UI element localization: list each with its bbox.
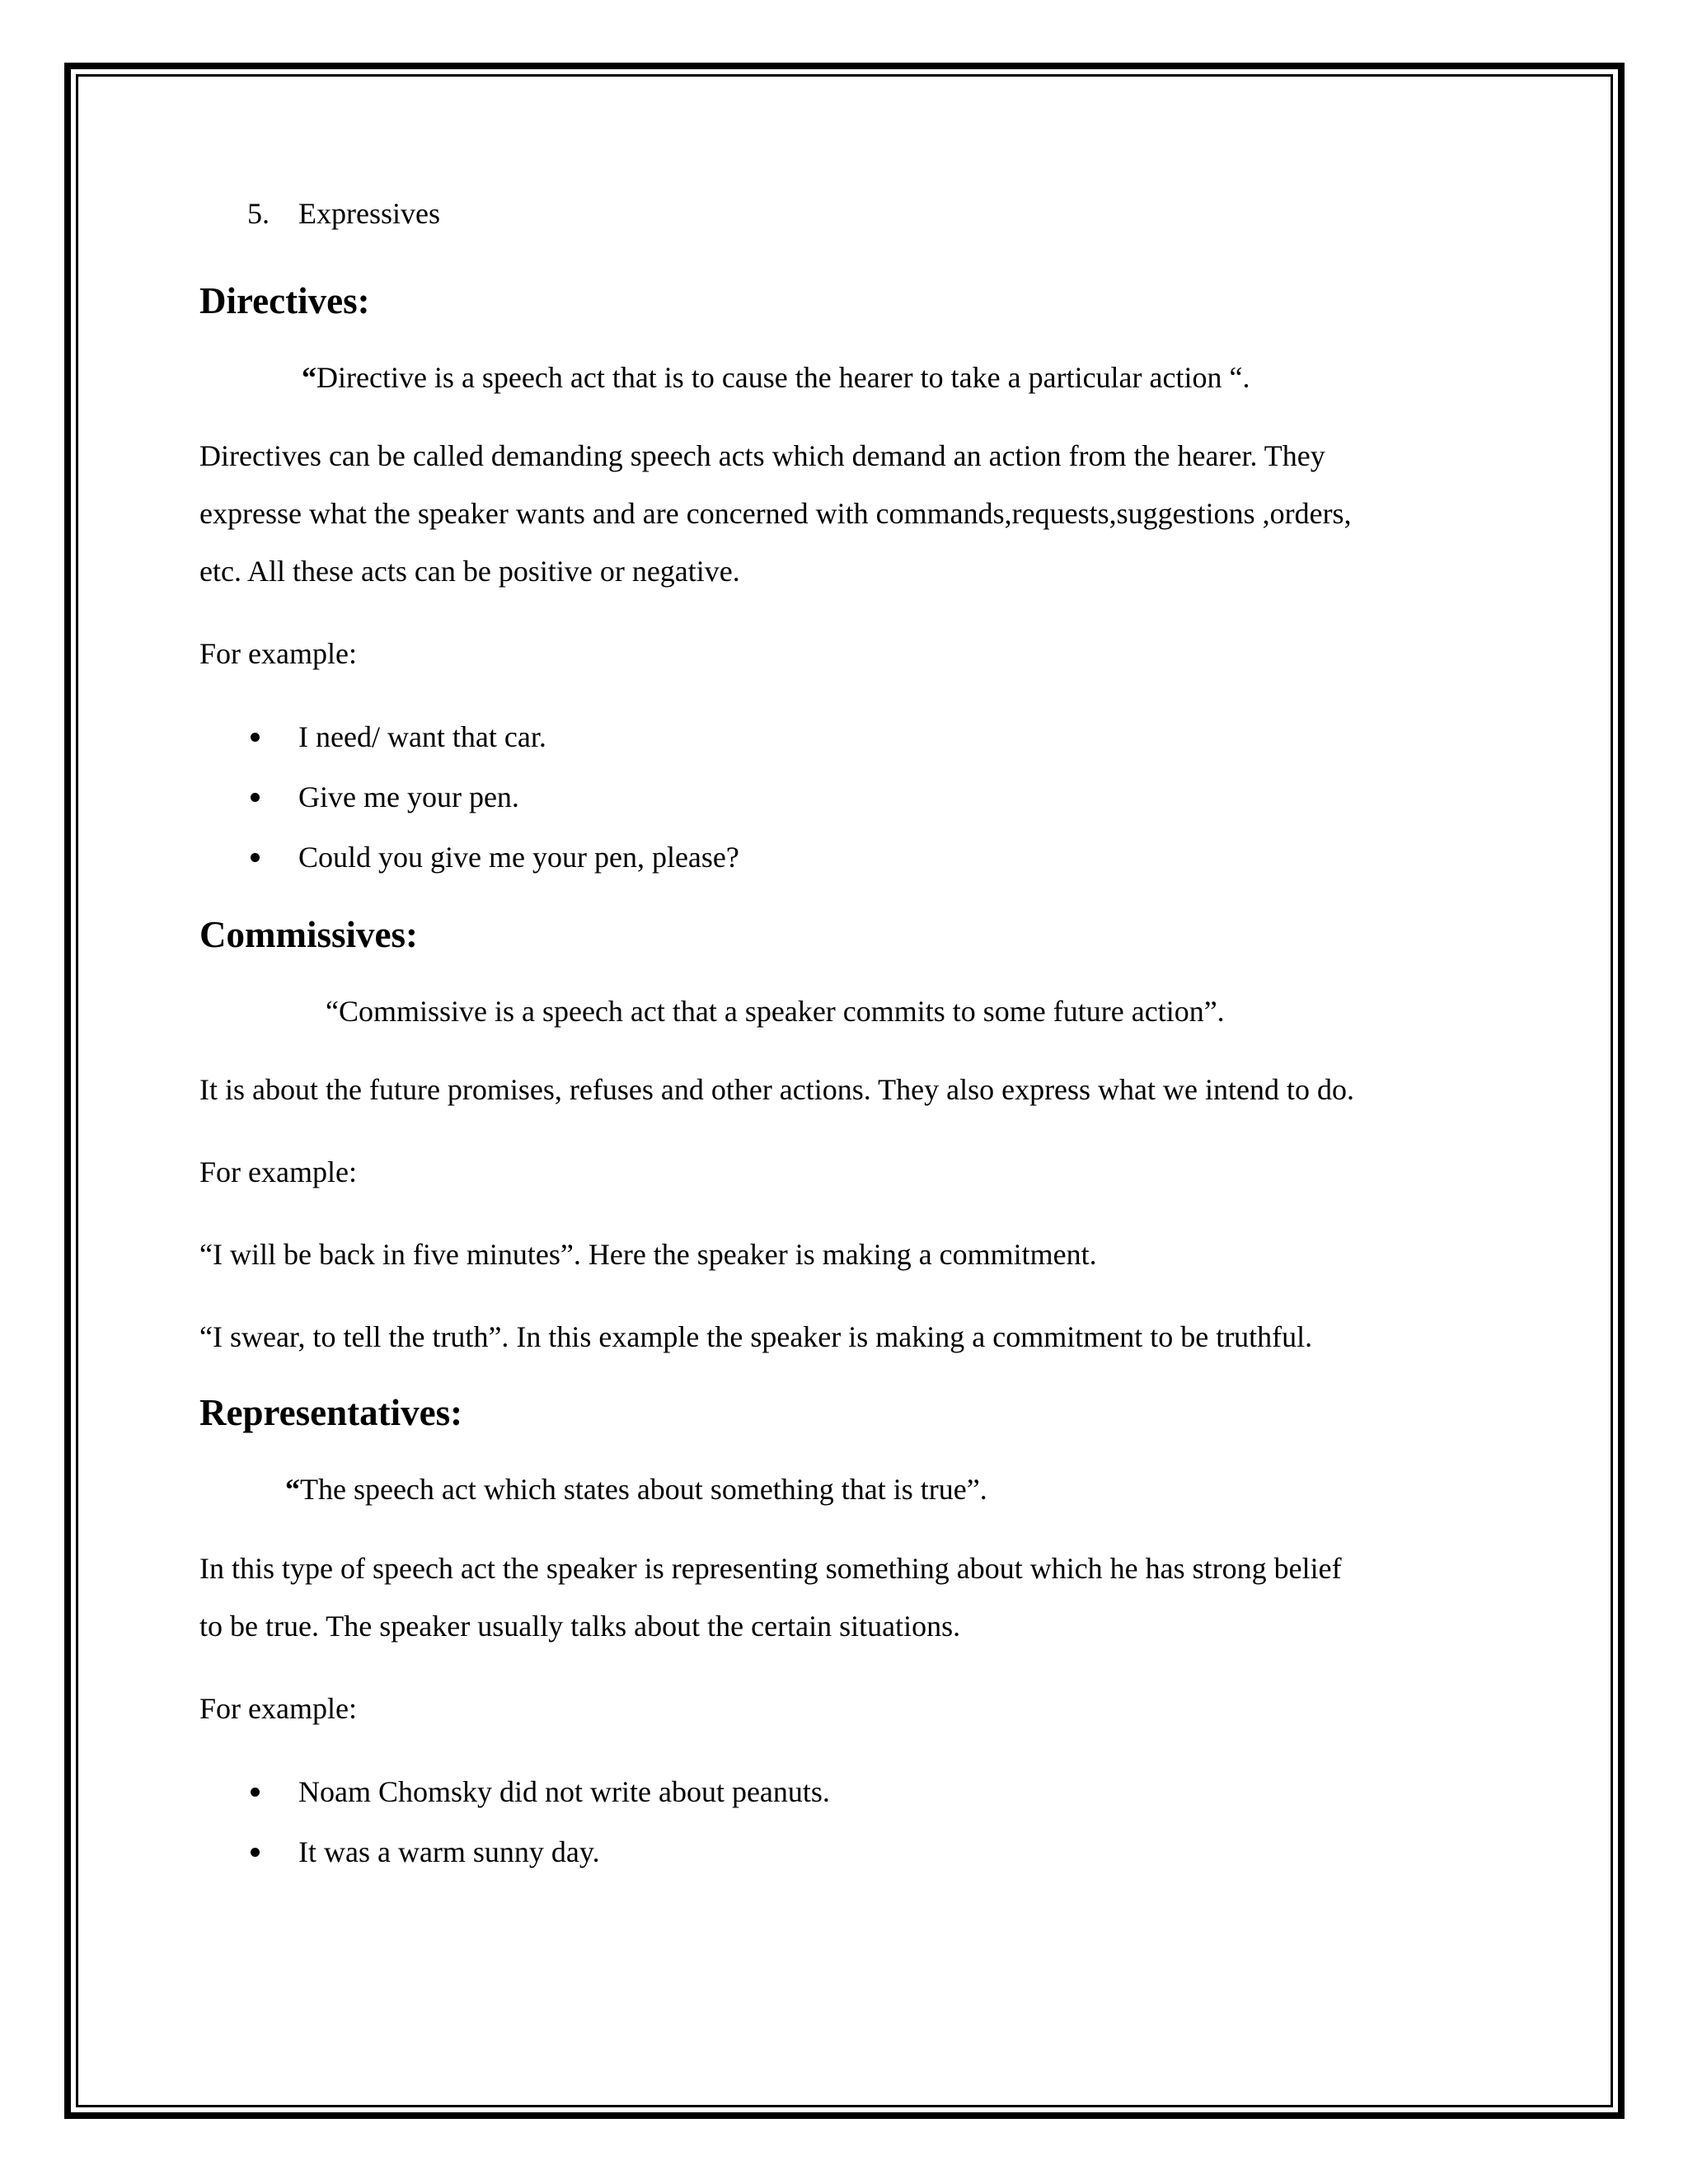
section-heading-commissives: Commissives: <box>199 914 418 956</box>
example-label: For example: <box>199 1155 357 1189</box>
section-commissives <box>199 912 1502 1366</box>
section-heading-representatives: Representatives: <box>199 1392 463 1434</box>
paragraph-directives <box>199 427 1502 600</box>
list-number: 5. <box>247 197 270 230</box>
bullet-icon <box>251 733 260 742</box>
definition-representatives <box>199 1472 1502 1507</box>
definition-directives <box>199 360 1502 396</box>
example-commissive-2: “I swear, to tell the truth”. In this example the speaker is making a commitment to be truthful. <box>199 1320 1313 1354</box>
list-item: Noam Chomsky did not write about peanuts. <box>199 1762 1502 1822</box>
bullet-icon <box>251 1788 260 1797</box>
example-label: For example: <box>199 1691 357 1725</box>
paragraph-line: etc. All these acts can be positive or negative. <box>199 555 740 588</box>
definition-commissives: “Commissive is a speech act that a speaker commits to some future action”. <box>326 995 1225 1029</box>
list-item: Could you give me your pen, please? <box>199 827 1502 888</box>
paragraph-line: Directives can be called demanding speech acts which demand an action from the hearer. They <box>199 439 1325 473</box>
definition-open-quote: “ <box>302 361 316 394</box>
section-directives <box>199 279 1502 888</box>
bullet-icon <box>251 853 260 862</box>
paragraph-line: to be true. The speaker usually talks about the certain situations. <box>199 1609 961 1643</box>
list-item: Give me your pen. <box>199 767 1502 827</box>
paragraph-commissives: It is about the future promises, refuses and other actions. They also express what we intend to do. <box>199 1073 1354 1107</box>
paragraph-line: expresse what the speaker wants and are concerned with commands,requests,suggestions ,orders, <box>199 497 1352 531</box>
section-representatives <box>199 1390 1502 1882</box>
list-item-label: Expressives <box>298 197 440 230</box>
section-heading-directives: Directives: <box>199 280 370 321</box>
definition-text: The speech act which states about something that is true”. <box>300 1473 987 1507</box>
paragraph-representatives <box>199 1540 1502 1655</box>
bullet-icon <box>251 1848 260 1857</box>
bullet-icon <box>251 793 260 802</box>
numbered-list-item-expressives <box>199 188 1502 237</box>
example-list-directives <box>199 707 1502 888</box>
definition-open-quote: “ <box>285 1473 300 1507</box>
document-body <box>199 188 1502 1882</box>
list-item: It was a warm sunny day. <box>199 1822 1502 1882</box>
list-item: I need/ want that car. <box>199 707 1502 767</box>
paragraph-line: In this type of speech act the speaker is representing something about which he has strong belief <box>199 1551 1342 1585</box>
example-commissive-1: “I will be back in five minutes”. Here the speaker is making a commitment. <box>199 1238 1097 1272</box>
example-label: For example: <box>199 637 357 671</box>
definition-text: Directive is a speech act that is to cause the hearer to take a particular action “. <box>316 361 1250 394</box>
example-list-representatives <box>199 1762 1502 1882</box>
